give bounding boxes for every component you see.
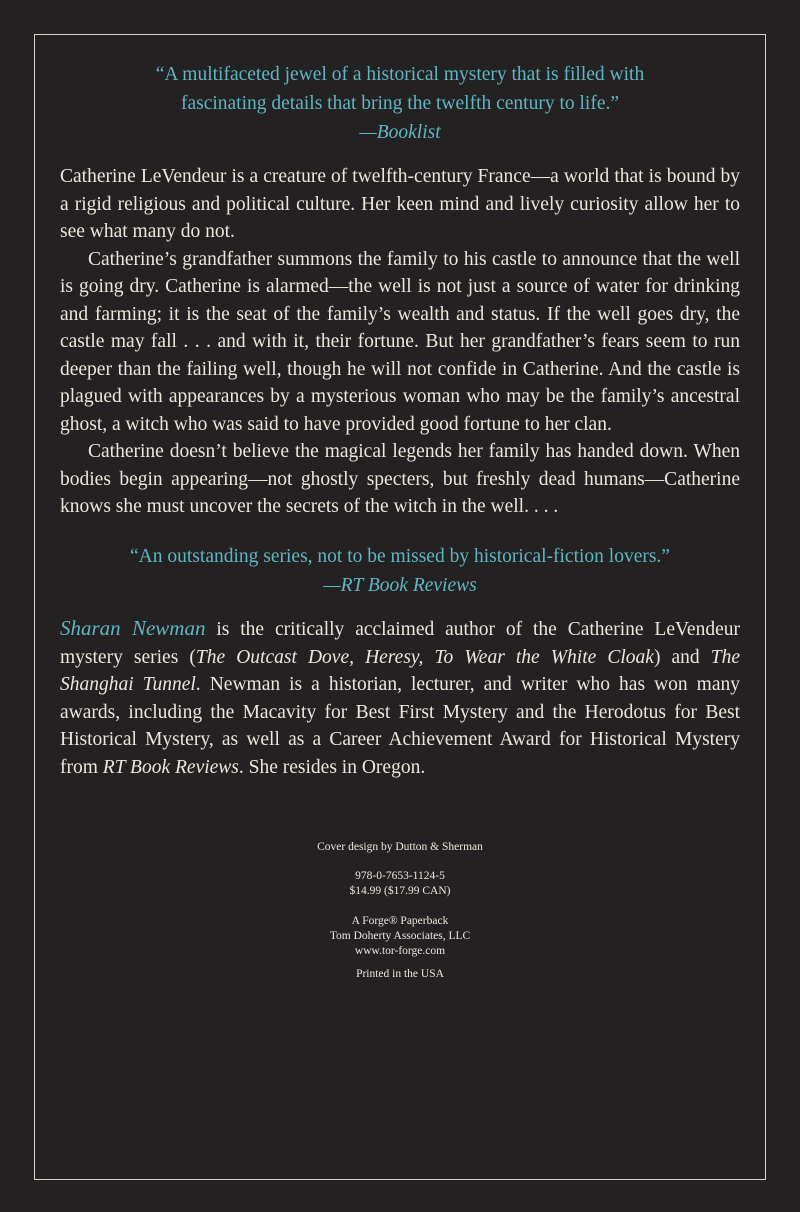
- bio-text: ) and: [653, 646, 711, 668]
- quote-line: “A multifaceted jewel of a historical mystery that is filled with: [155, 64, 645, 85]
- review-quote-booklist: [60, 60, 740, 147]
- quote-attribution: —RT Book Reviews: [323, 575, 477, 596]
- synopsis: [60, 163, 740, 521]
- publication-title: RT Book Reviews: [102, 756, 239, 778]
- publisher-block: [200, 914, 600, 959]
- review-quote-rt: [60, 542, 740, 600]
- printed-notice: [200, 967, 600, 982]
- website: www.tor-forge.com: [354, 945, 446, 957]
- synopsis-paragraph: Catherine doesn’t believe the magical legends her family has handed down. When bodies begin appearing—not ghostly specters, but freshly dead humans—Catherine knows she must uncover the secrets of the witch in the well. . . .: [60, 441, 740, 517]
- author-bio: [60, 615, 740, 781]
- cover-design-text: Cover design by Dutton & Sherman: [317, 841, 483, 853]
- imprint: A Forge® Paperback: [351, 915, 449, 927]
- bio-text: . Newman is a historian, lecturer, and writer who has won many awards, including the Macavity for Best First Mystery and the Herodotus for Best Historical Mystery, as well as a Career Achievement Award for Historical Mystery from: [60, 674, 740, 778]
- isbn: 978-0-7653-1124-5: [355, 870, 445, 882]
- synopsis-paragraph: Catherine LeVendeur is a creature of twelfth-century France—a world that is bound by a rigid religious and political culture. Her keen mind and lively curiosity allow her to see what many do not.: [60, 166, 740, 242]
- bio-text: is the critically acclaimed author of the Catherine LeVendeur mystery series (: [60, 619, 740, 668]
- quote-attribution: —Booklist: [359, 122, 441, 143]
- price: $14.99 ($17.99 CAN): [349, 885, 451, 897]
- quote-line: “An outstanding series, not to be missed by historical-fiction lovers.”: [130, 546, 670, 567]
- bio-text: . She resides in Oregon.: [238, 756, 426, 778]
- synopsis-paragraph: Catherine’s grandfather summons the family to his castle to announce that the well is going dry. Catherine is alarmed—the well is not just a source of water for drinking and farming; it is the seat of the family’s wealth and status. If the well goes dry, the castle may fall . . . and with it, their fortune. But her grandfather’s fears seem to run deeper than the failing well, though he will not confide in Catherine. And the castle is plagued with appearances by a mysterious woman who may be the family’s ancestral ghost, a witch who was said to have provided good fortune to her clan.: [60, 248, 740, 435]
- series-titles: The Outcast Dove, Heresy, To Wear the White Cloak: [195, 646, 654, 668]
- isbn-price-block: [200, 869, 600, 899]
- book-title: The Shanghai Tunnel: [60, 646, 741, 695]
- cover-credit: [200, 840, 600, 855]
- printed-text: Printed in the USA: [356, 968, 444, 980]
- publisher: Tom Doherty Associates, LLC: [329, 930, 471, 942]
- author-name: Sharan Newman: [60, 616, 206, 640]
- quote-line: fascinating details that bring the twelfth century to life.”: [180, 93, 620, 114]
